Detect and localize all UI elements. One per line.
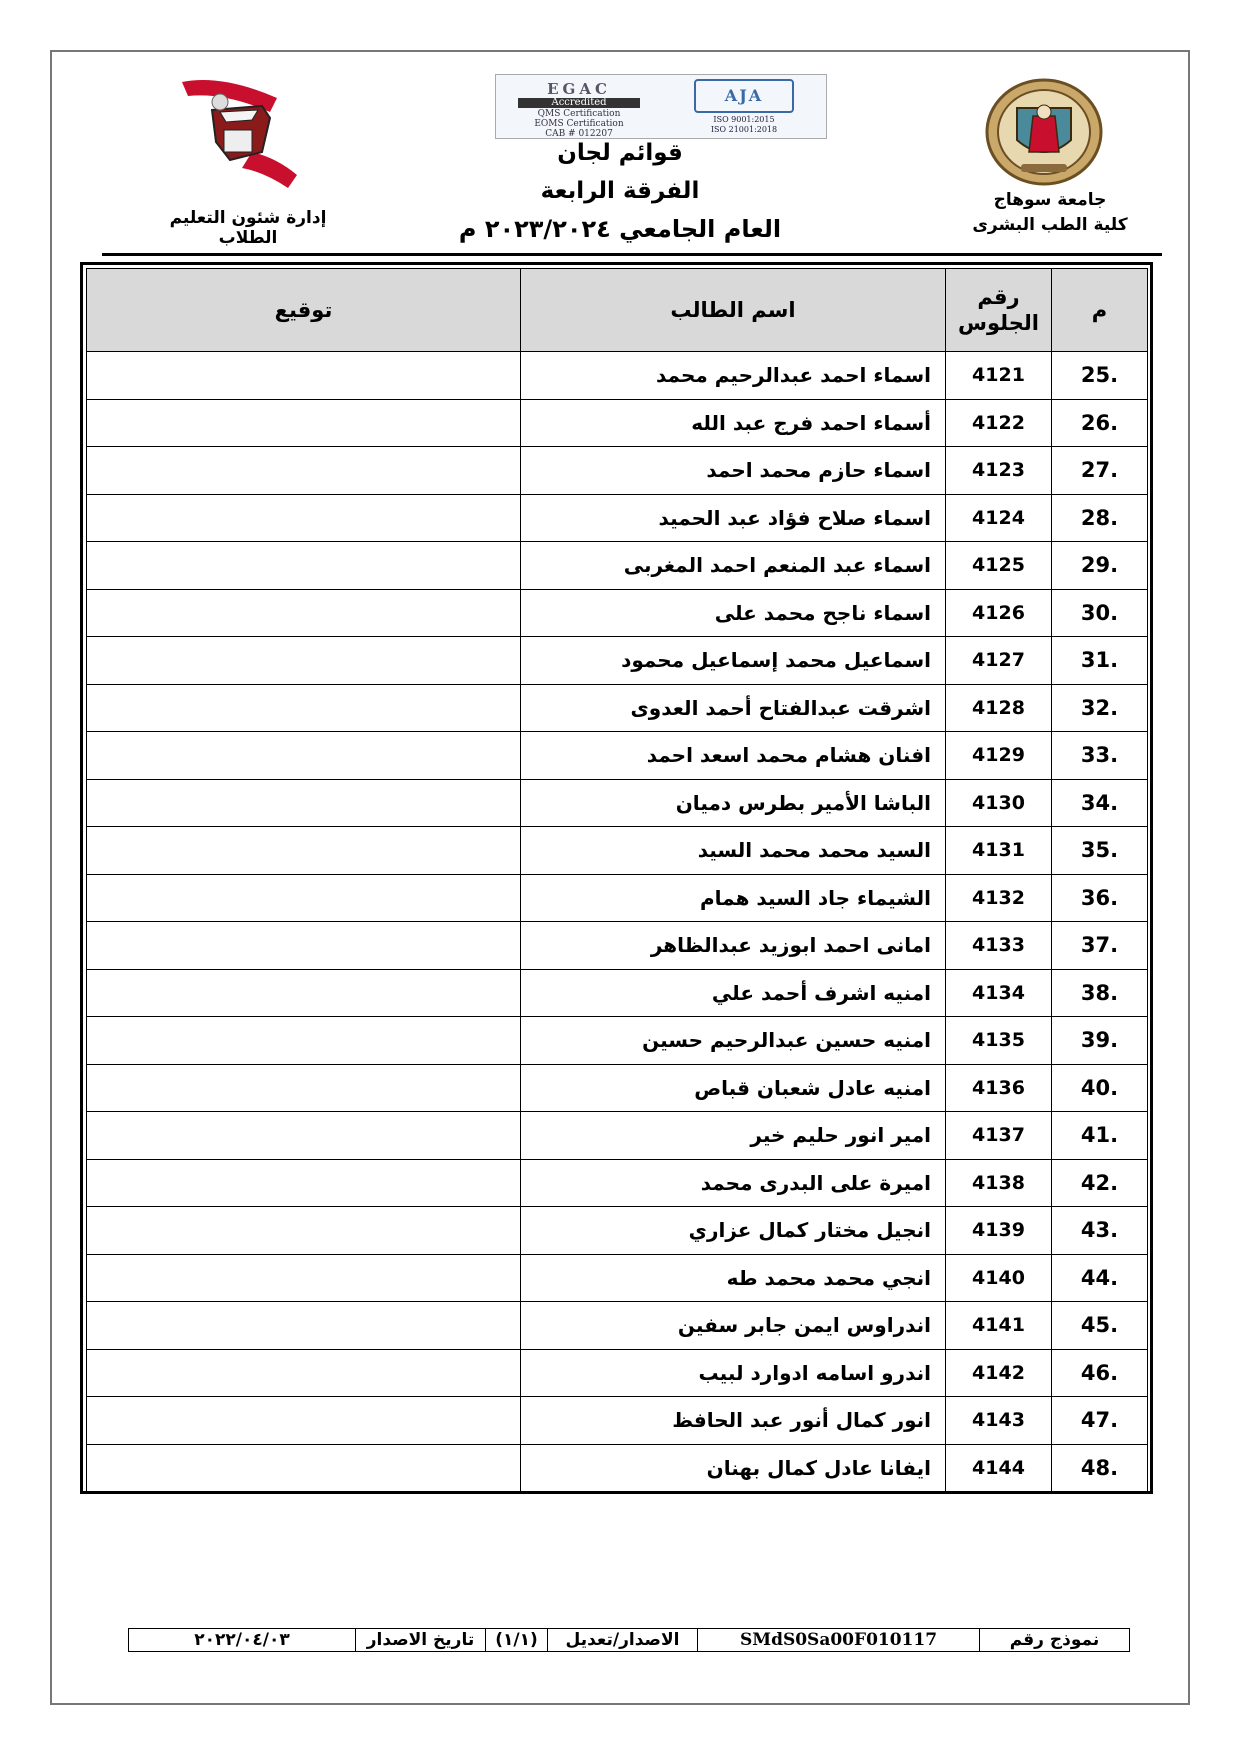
seat-number-cell: 4122 <box>946 399 1052 447</box>
seat-number-cell: 4131 <box>946 827 1052 875</box>
signature-cell <box>87 827 521 875</box>
serial-number-cell: 31. <box>1052 637 1148 685</box>
seat-number-cell: 4133 <box>946 922 1052 970</box>
seat-number-cell: 4134 <box>946 969 1052 1017</box>
student-name-cell: السيد محمد محمد السيد <box>521 827 946 875</box>
serial-number-cell: 26. <box>1052 399 1148 447</box>
serial-number-cell: 28. <box>1052 494 1148 542</box>
aja-line1: ISO 9001:2015 <box>713 115 775 124</box>
document-title: قوائم لجان <box>557 140 683 166</box>
seat-number-cell: 4136 <box>946 1064 1052 1112</box>
table-row <box>87 494 1148 542</box>
serial-number-cell: 30. <box>1052 589 1148 637</box>
seat-number-cell: 4142 <box>946 1349 1052 1397</box>
signature-cell <box>87 589 521 637</box>
table-row <box>87 352 1148 400</box>
table-row <box>87 1254 1148 1302</box>
edition-value: (١/١) <box>485 1629 547 1651</box>
student-name-cell: اسماء حازم محمد احمد <box>521 447 946 495</box>
student-name-cell: اسماء ناجح محمد على <box>521 589 946 637</box>
serial-number-cell: 41. <box>1052 1112 1148 1160</box>
seat-number-cell: 4135 <box>946 1017 1052 1065</box>
serial-number-cell: 27. <box>1052 447 1148 495</box>
signature-cell <box>87 1397 521 1445</box>
student-name-cell: اندرو اسامه ادوارد لبيب <box>521 1349 946 1397</box>
serial-number-cell: 45. <box>1052 1302 1148 1350</box>
table-row <box>87 779 1148 827</box>
student-name-cell: اسماء صلاح فؤاد عبد الحميد <box>521 494 946 542</box>
serial-number-cell: 40. <box>1052 1064 1148 1112</box>
signature-cell <box>87 1302 521 1350</box>
student-name-cell: اشرقت عبدالفتاح أحمد العدوى <box>521 684 946 732</box>
table-row <box>87 732 1148 780</box>
seat-number-cell: 4138 <box>946 1159 1052 1207</box>
table-row <box>87 922 1148 970</box>
issue-date-value: ٢٠٢٢/٠٤/٠٣ <box>194 1630 290 1650</box>
serial-number-cell: 38. <box>1052 969 1148 1017</box>
table-row <box>87 1302 1148 1350</box>
seat-number-cell: 4127 <box>946 637 1052 685</box>
seat-number-cell: 4139 <box>946 1207 1052 1255</box>
signature-cell <box>87 1444 521 1492</box>
serial-number-cell: 47. <box>1052 1397 1148 1445</box>
table-row <box>87 1112 1148 1160</box>
student-name-cell: اندراوس ايمن جابر سفين <box>521 1302 946 1350</box>
signature-cell <box>87 447 521 495</box>
header-seat-number: رقم الجلوس <box>946 269 1052 352</box>
department-name: إدارة شئون التعليم الطلاب <box>169 208 327 248</box>
table-row <box>87 684 1148 732</box>
serial-number-cell: 25. <box>1052 352 1148 400</box>
signature-cell <box>87 779 521 827</box>
student-name-cell: انور كمال أنور عبد الحافظ <box>521 1397 946 1445</box>
document-footer <box>128 1628 1130 1652</box>
signature-cell <box>87 399 521 447</box>
seat-number-cell: 4129 <box>946 732 1052 780</box>
egac-name: EGAC <box>547 80 611 98</box>
table-row <box>87 1017 1148 1065</box>
seat-number-cell: 4128 <box>946 684 1052 732</box>
aja-line2: ISO 21001:2018 <box>710 125 778 134</box>
student-name-cell: امنيه عادل شعبان قباص <box>521 1064 946 1112</box>
seat-number-cell: 4140 <box>946 1254 1052 1302</box>
student-name-cell: انجي محمد محمد طه <box>521 1254 946 1302</box>
serial-number-cell: 34. <box>1052 779 1148 827</box>
signature-cell <box>87 352 521 400</box>
serial-number-cell: 37. <box>1052 922 1148 970</box>
signature-cell <box>87 969 521 1017</box>
signature-cell <box>87 1207 521 1255</box>
serial-number-cell: 46. <box>1052 1349 1148 1397</box>
egac-line1: QMS Certification <box>537 109 621 119</box>
table-row <box>87 827 1148 875</box>
egac-line3: CAB # 012207 <box>545 129 613 139</box>
certification-banner <box>495 74 827 139</box>
seat-number-cell: 4143 <box>946 1397 1052 1445</box>
serial-number-cell: 29. <box>1052 542 1148 590</box>
issue-date-label: تاريخ الاصدار <box>355 1629 485 1651</box>
serial-number-cell: 43. <box>1052 1207 1148 1255</box>
table-row <box>87 542 1148 590</box>
student-name-cell: انجيل مختار كمال عزاري <box>521 1207 946 1255</box>
serial-number-cell: 36. <box>1052 874 1148 922</box>
student-name-cell: امنيه اشرف أحمد علي <box>521 969 946 1017</box>
seat-number-cell: 4130 <box>946 779 1052 827</box>
signature-cell <box>87 1017 521 1065</box>
university-name: جامعة سوهاج <box>993 190 1107 210</box>
student-name-cell: اسماء عبد المنعم احمد المغربى <box>521 542 946 590</box>
aja-certification-mark <box>684 79 804 133</box>
serial-number-cell: 48. <box>1052 1444 1148 1492</box>
table-row <box>87 1397 1148 1445</box>
table-header-row <box>87 269 1148 352</box>
student-name-cell: ايفانا عادل كمال بهنان <box>521 1444 946 1492</box>
table-row <box>87 589 1148 637</box>
signature-cell <box>87 1349 521 1397</box>
table-row <box>87 399 1148 447</box>
signature-cell <box>87 732 521 780</box>
serial-number-cell: 44. <box>1052 1254 1148 1302</box>
seat-number-cell: 4137 <box>946 1112 1052 1160</box>
table-row <box>87 1064 1148 1112</box>
serial-number-cell: 39. <box>1052 1017 1148 1065</box>
table-row <box>87 969 1148 1017</box>
table-row <box>87 637 1148 685</box>
students-table <box>86 268 1148 1492</box>
seat-number-cell: 4123 <box>946 447 1052 495</box>
header-student-name: اسم الطالب <box>521 269 946 352</box>
egac-accredited: Accredited <box>518 98 640 108</box>
form-number-label: نموذج رقم <box>979 1629 1129 1651</box>
seat-number-cell: 4141 <box>946 1302 1052 1350</box>
seat-number-cell: 4144 <box>946 1444 1052 1492</box>
student-name-cell: امانى احمد ابوزيد عبدالظاهر <box>521 922 946 970</box>
table-row <box>87 1207 1148 1255</box>
university-name-block <box>950 188 1150 238</box>
seat-number-cell: 4125 <box>946 542 1052 590</box>
table-row <box>87 447 1148 495</box>
serial-number-cell: 35. <box>1052 827 1148 875</box>
seat-number-cell: 4124 <box>946 494 1052 542</box>
faculty-of-medicine-logo-icon <box>112 80 312 195</box>
signature-cell <box>87 922 521 970</box>
signature-cell <box>87 494 521 542</box>
table-row <box>87 1349 1148 1397</box>
academic-year: العام الجامعي ٢٠٢٣/٢٠٢٤ م <box>458 215 782 243</box>
student-name-cell: اميرة على البدرى محمد <box>521 1159 946 1207</box>
student-name-cell: الشيماء جاد السيد همام <box>521 874 946 922</box>
seat-number-cell: 4121 <box>946 352 1052 400</box>
student-name-cell: اسماء احمد عبدالرحيم محمد <box>521 352 946 400</box>
table-row <box>87 1444 1148 1492</box>
signature-cell <box>87 1064 521 1112</box>
edition-label: الاصدار/تعديل <box>547 1629 697 1651</box>
form-code: SMdS0Sa00F010117 <box>697 1629 979 1651</box>
signature-cell <box>87 1112 521 1160</box>
serial-number-cell: 32. <box>1052 684 1148 732</box>
header-divider <box>102 253 1162 256</box>
sohag-university-seal-icon <box>985 78 1103 186</box>
seat-number-cell: 4132 <box>946 874 1052 922</box>
egac-accreditation-mark <box>504 80 654 139</box>
signature-cell <box>87 542 521 590</box>
table-row <box>87 874 1148 922</box>
signature-cell <box>87 637 521 685</box>
signature-cell <box>87 684 521 732</box>
aja-name: AJA <box>694 79 794 113</box>
student-name-cell: امير انور حليم خير <box>521 1112 946 1160</box>
student-name-cell: أسماء احمد فرج عبد الله <box>521 399 946 447</box>
signature-cell <box>87 1159 521 1207</box>
signature-cell <box>87 874 521 922</box>
student-name-cell: الباشا الأمير بطرس دميان <box>521 779 946 827</box>
student-name-cell: افنان هشام محمد اسعد احمد <box>521 732 946 780</box>
table-row <box>87 1159 1148 1207</box>
serial-number-cell: 42. <box>1052 1159 1148 1207</box>
seat-number-cell: 4126 <box>946 589 1052 637</box>
header-serial: م <box>1052 269 1148 352</box>
faculty-name: كلية الطب البشرى <box>972 215 1128 235</box>
signature-cell <box>87 1254 521 1302</box>
serial-number-cell: 33. <box>1052 732 1148 780</box>
egac-line2: EOMS Certification <box>534 119 624 129</box>
student-name-cell: امنيه حسين عبدالرحيم حسين <box>521 1017 946 1065</box>
header-signature: توقيع <box>87 269 521 352</box>
class-year: الفرقة الرابعة <box>540 178 700 204</box>
student-name-cell: اسماعيل محمد إسماعيل محمود <box>521 637 946 685</box>
